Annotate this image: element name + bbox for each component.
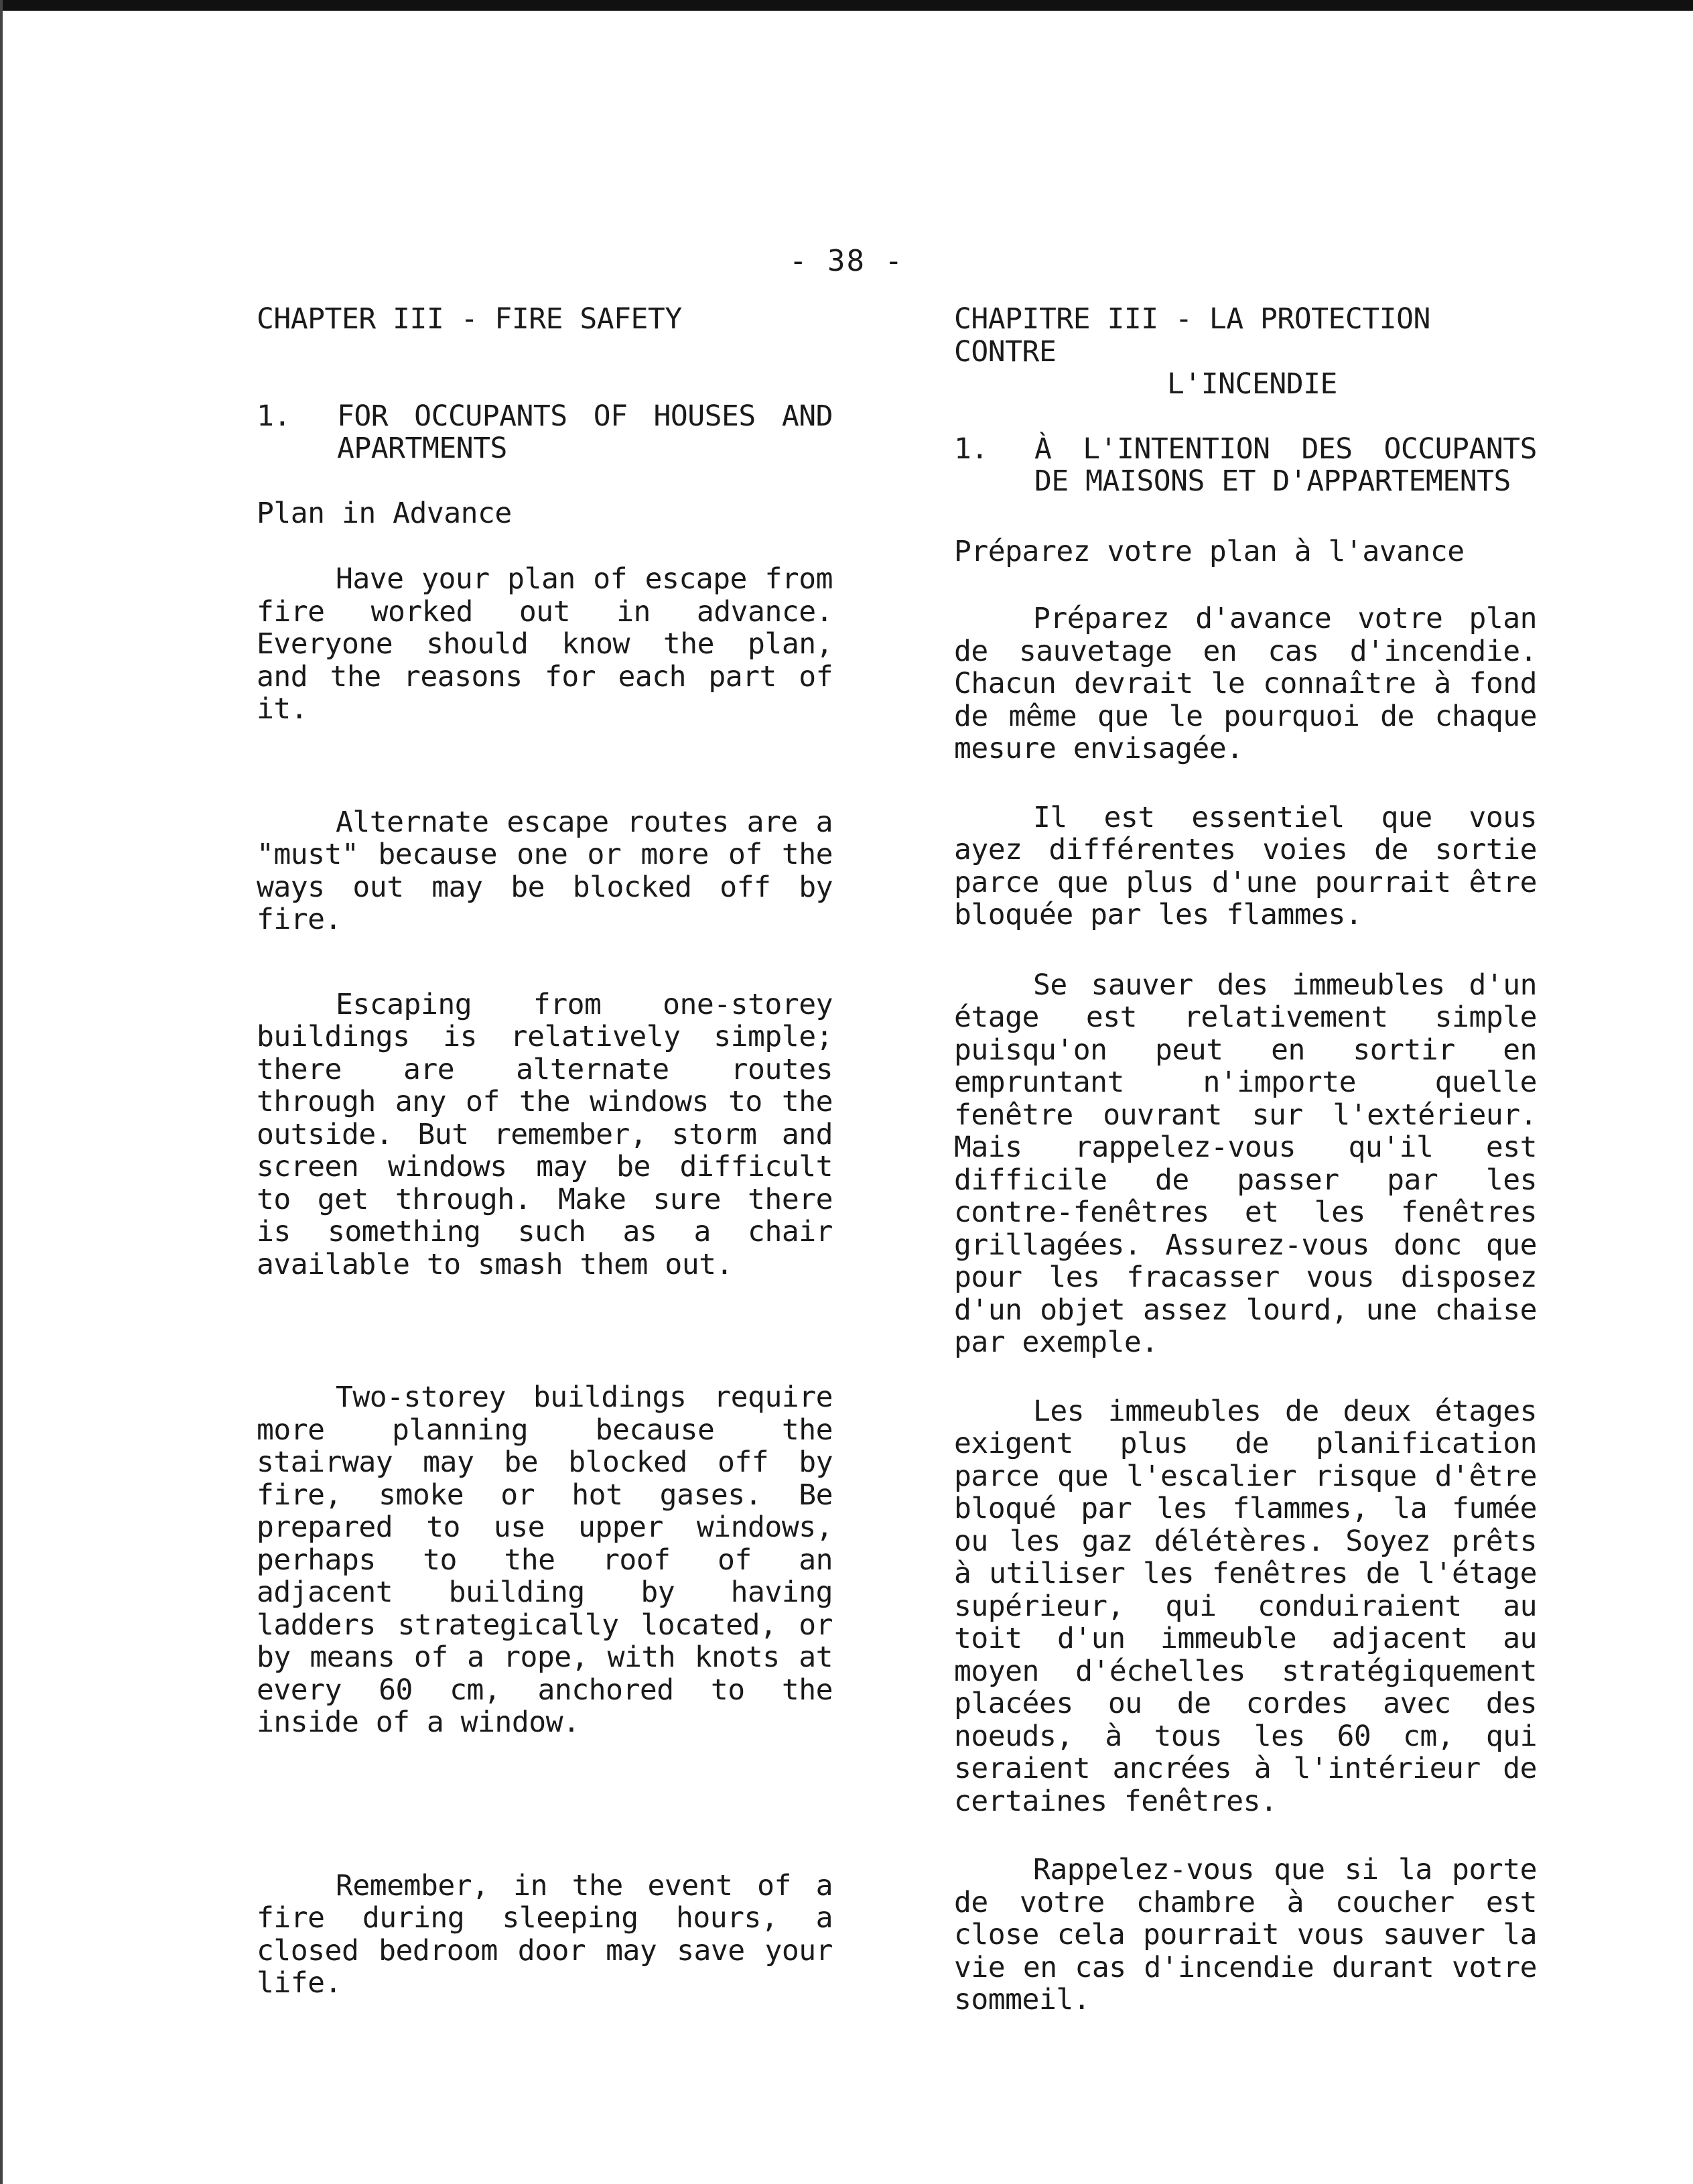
- page-number: - 38 -: [789, 244, 904, 278]
- section-number-fr: 1.: [954, 432, 988, 466]
- subheading-en: Plan in Advance: [257, 496, 512, 530]
- paragraph-en-2: Alternate escape routes are a "must" because one or more of the ways out may be blocked off by fire.: [257, 805, 833, 936]
- chapter-title-fr: [954, 303, 1537, 401]
- section-heading-en: [257, 400, 833, 465]
- chapter-title-fr-line1: CHAPITRE III - LA PROTECTION CONTRE: [954, 302, 1430, 369]
- paragraph-en-5: Remember, in the event of a fire during sleeping hours, a closed bedroom door may save your life.: [257, 1868, 833, 2000]
- section-title-fr: À L'INTENTION DES OCCUPANTS DE MAISONS ET D'APPARTEMENTS: [1034, 432, 1537, 498]
- paragraph-en-3: Escaping from one-storey buildings is relatively simple; there are alternate routes through any of the windows to the outside. But remember, storm and screen windows may be difficult to get through. Make sure there is something such as a chair available to smash them out.: [257, 987, 833, 1281]
- paragraph-en-1: Have your plan of escape from fire worked out in advance. Everyone should know the plan, and the reasons for each part of it.: [257, 562, 833, 726]
- paragraph-fr-5: Rappelez-vous que si la porte de votre chambre à coucher est close cela pourrait vous sauver la vie en cas d'incendie durant votre sommeil.: [954, 1853, 1537, 2016]
- paragraph-fr-2: Il est essentiel que vous ayez différentes voies de sortie parce que plus d'une pourrait être bloquée par les flammes.: [954, 800, 1537, 932]
- section-title-en: FOR OCCUPANTS OF HOUSES AND APARTMENTS: [337, 399, 833, 465]
- chapter-title-fr-line2: L'INCENDIE: [1167, 367, 1337, 401]
- chapter-title-en: CHAPTER III - FIRE SAFETY: [257, 302, 682, 336]
- english-column: [257, 303, 833, 2000]
- paragraph-en-4: Two-storey buildings require more planning because the stairway may be blocked off by fire, smoke or hot gases. Be prepared to use upper windows, perhaps to the roof of an adjacent building by having ladders strategically located, or by means of a rope, with knots at every 60 cm, anchored to the inside of a window.: [257, 1380, 833, 1739]
- paragraph-fr-4: Les immeubles de deux étages exigent plus de planification parce que l'escalier risque d'être bloqué par les flammes, la fumée ou les gaz délétères. Soyez prêts à utiliser les fenêtres de l'étage supérieur, qui conduiraient au toit d'un immeuble adjacent au moyen d'échelles stratégiquement placées ou de cordes avec des noeuds, à tous les 60 cm, qui seraient ancrées à l'intérieur de certaines fenêtres.: [954, 1394, 1537, 1818]
- subheading-fr: Préparez votre plan à l'avance: [954, 534, 1465, 568]
- paragraph-fr-1: Préparez d'avance votre plan de sauvetage en cas d'incendie. Chacun devrait le connaître à fond de même que le pourquoi de chaque mesure envisagée.: [954, 602, 1537, 765]
- scan-edge-left: [0, 0, 3, 2184]
- section-heading-fr: [954, 433, 1537, 498]
- scan-edge-top: [0, 0, 1693, 11]
- paragraph-fr-3: Se sauver des immeubles d'un étage est relativement simple puisqu'on peut en sortir en empruntant n'importe quelle fenêtre ouvrant sur l'extérieur. Mais rappelez-vous qu'il est difficile de passer par les contre-fenêtres et les fenêtres grillagées. Assurez-vous donc que pour les fracasser vous disposez d'un objet assez lourd, une chaise par exemple.: [954, 968, 1537, 1359]
- section-number-en: 1.: [257, 399, 291, 433]
- french-column: [954, 303, 1537, 2016]
